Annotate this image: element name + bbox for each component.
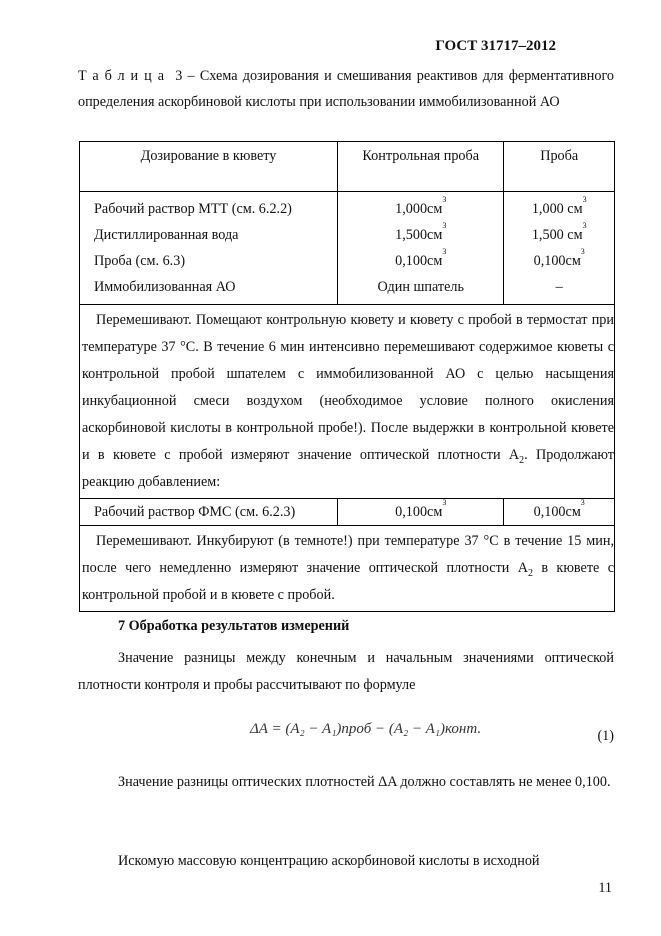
document-code: ГОСТ 31717–2012: [435, 38, 556, 54]
table-cell: $1,000см^3$: [395, 195, 447, 217]
reagent-names: [80, 192, 338, 305]
paragraph-3: Искомую массовую концентрацию аскорбиновой кислоты в исходной: [118, 853, 540, 869]
note-text: Перемешивают. Инкубируют (в темноте!) при температуре 37 °С в течение 15 мин, после чего немедленно измеряют значение оптической плотности $А_2$ в кювете с контрольной пробой и в кювете с пробой.: [82, 533, 614, 603]
page-number: 11: [598, 880, 612, 896]
note-2: [80, 526, 615, 612]
header-control: Контрольная проба: [338, 142, 504, 192]
table-cell: Рабочий раствор МТТ (см. 6.2.2): [94, 201, 292, 217]
dosing-table: [79, 141, 615, 612]
note-text: Перемешивают. Помещают контрольную кювету и кювету с пробой в термостат при температуре 37 °С. В течение 6 мин интенсивно перемешивают содержимое кюветы с контрольной пробой шпателем с иммобилизованной АО с целью насыщения инкубационной смеси воздухом (необходимое условие полного окисления аскорбиновой кислоты в контрольной пробе!). После выдержки в контрольной кювете и в кювете с пробой измеряют значение оптической плотности $А_2$. Продолжают реакцию добавлением:: [82, 312, 614, 490]
table-cell: $1,500см^3$: [395, 221, 447, 243]
table-row-group: [80, 192, 615, 305]
table-note-row: [80, 526, 615, 612]
section-title: 7 Обработка результатов измерений: [118, 618, 350, 634]
note-1: [80, 305, 615, 499]
table-cell: Дистиллированная вода: [94, 227, 239, 243]
table-cell: 1,000 $см^3$: [531, 195, 587, 217]
paragraph-2: Значение разницы оптических плотностей ΔA должно составлять не менее 0,100.: [118, 774, 611, 790]
table-note-row: [80, 305, 615, 499]
table-cell: –: [555, 279, 563, 295]
table-caption: [78, 63, 614, 115]
table-cell: $0,100см^3$: [395, 247, 447, 269]
table-cell: $0,100см^3$: [504, 499, 615, 526]
equation-number: (1): [597, 728, 614, 744]
table-cell: Проба (см. 6.3): [94, 253, 186, 269]
table-cell: 1,500 $см^3$: [531, 221, 587, 243]
header-sample: Проба: [504, 142, 615, 192]
control-values: [338, 192, 504, 305]
table-row: [80, 499, 615, 526]
table-cell: Один шпатель: [377, 279, 464, 295]
table-cell: Иммобилизованная АО: [94, 279, 236, 295]
table-cell: Рабочий раствор ФМС (см. 6.2.3): [80, 499, 338, 526]
sample-values: [504, 192, 615, 305]
caption-text: 3 – Схема дозирования и смешивания реактивов для ферментативного определения аскорбиновой кислоты при использовании иммобилизованной АО: [78, 68, 614, 110]
table-header-row: [80, 142, 615, 192]
paragraph-1: Значение разницы между конечным и начальным значениями оптической плотности контроля и пробы рассчитывают по формуле: [78, 650, 614, 693]
table-cell: $0,100см^3$: [533, 247, 585, 269]
formula: ΔA = (A₂ − A₁)проб − (A₂ − A₁)конт.: [250, 721, 482, 737]
table-cell: $0,100см^3$: [338, 499, 504, 526]
header-dosing: Дозирование в кювету: [80, 142, 338, 192]
caption-lead: Таблица: [78, 68, 171, 84]
